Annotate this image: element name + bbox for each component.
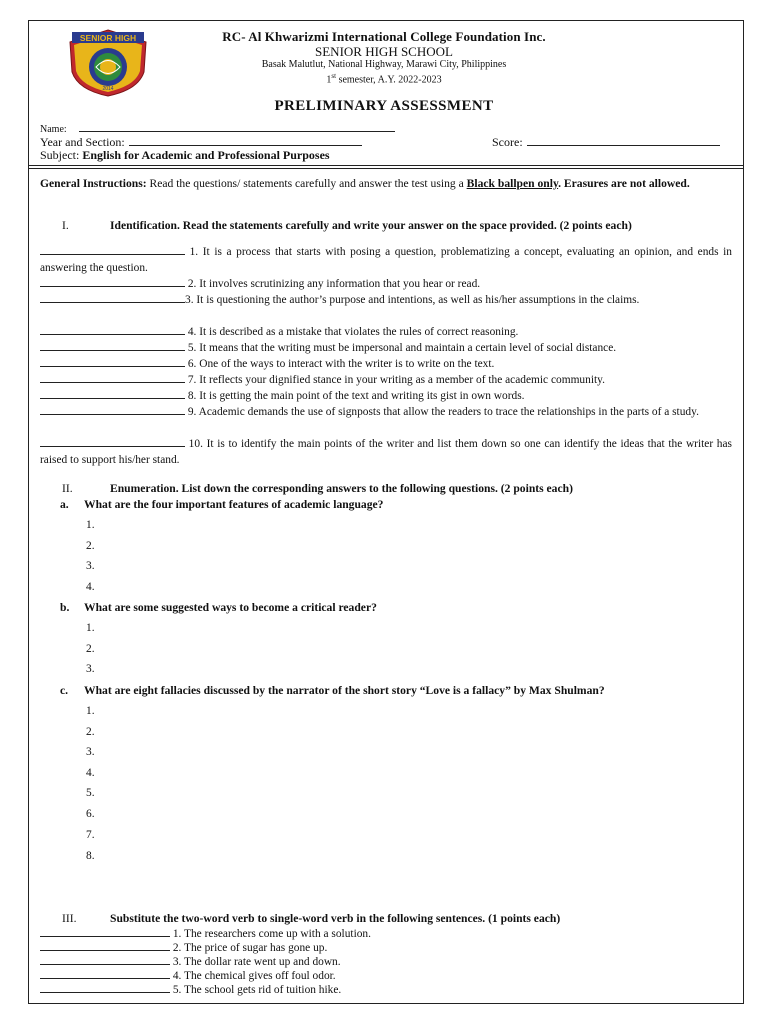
section-2-heading: II. Enumeration. List down the corresponding answers to the following questions. (2 points each) [62, 482, 573, 495]
school-address: Basak Malutlut, National Highway, Marawi City, Philippines [261, 59, 507, 70]
answer-number[interactable]: 1. [86, 519, 95, 531]
question-a: a. What are the four important features of academic language? [60, 498, 384, 511]
name-field[interactable]: Name: [40, 121, 395, 135]
year-section-field[interactable]: Year and Section: [40, 134, 362, 150]
organization-name: RC- Al Khwarizmi International College Foundation Inc. [222, 29, 546, 44]
identification-item[interactable]: 4. It is described as a mistake that violates the rules of correct reasoning. [40, 324, 732, 340]
identification-item[interactable]: 9. Academic demands the use of signposts that allow the readers to trace the relationships in the parts of a study. [40, 404, 732, 420]
identification-item[interactable]: 6. One of the ways to interact with the writer is to write on the text. [40, 356, 732, 372]
score-field[interactable]: Score: [492, 134, 720, 150]
answer-number[interactable]: 3. [86, 746, 95, 758]
identification-item[interactable]: 7. It reflects your dignified stance in your writing as a member of the academic community. [40, 372, 732, 388]
svg-text:2014: 2014 [102, 86, 114, 92]
substitution-item[interactable]: 2. The price of sugar has gone up. [40, 940, 327, 955]
substitution-item[interactable]: 1. The researchers come up with a solution. [40, 926, 371, 941]
name-blank[interactable] [79, 121, 395, 132]
answer-number[interactable]: 2. [86, 540, 95, 552]
answer-number[interactable]: 4. [86, 581, 95, 593]
answer-number[interactable]: 6. [86, 808, 95, 820]
identification-item[interactable]: 5. It means that the writing must be impersonal and maintain a certain level of social distance. [40, 340, 732, 356]
answer-number[interactable]: 3. [86, 663, 95, 675]
school-name: SENIOR HIGH SCHOOL [315, 44, 453, 59]
subject-line: Subject: English for Academic and Professional Purposes [40, 148, 330, 162]
identification-item[interactable]: 8. It is getting the main point of the text and writing its gist in own words. [40, 388, 732, 404]
section-3-heading: III. Substitute the two-word verb to single-word verb in the following sentences. (1 points each) [62, 912, 561, 925]
general-instructions: General Instructions: Read the questions/ statements carefully and answer the test using a Black ballpen only. Erasures are not allowed. [40, 177, 690, 190]
answer-number[interactable]: 2. [86, 643, 95, 655]
semester-line: 1st semester, A.Y. 2022-2023 [326, 72, 442, 86]
answer-number[interactable]: 7. [86, 829, 95, 841]
answer-number[interactable]: 3. [86, 560, 95, 572]
year-section-blank[interactable] [129, 134, 362, 146]
svg-text:SENIOR HIGH: SENIOR HIGH [79, 33, 137, 43]
question-c: c. What are eight fallacies discussed by the narrator of the short story “Love is a fallacy” by Max Shulman? [60, 684, 605, 697]
substitution-item[interactable]: 5. The school gets rid of tuition hike. [40, 982, 341, 997]
section-1-heading: I. Identification. Read the statements carefully and write your answer on the space provided. (2 points each) [62, 219, 632, 232]
page-title: PRELIMINARY ASSESSMENT [274, 98, 494, 114]
divider [28, 165, 744, 166]
identification-item[interactable]: 3. It is questioning the author’s purpose and intentions, as well as his/her assumptions in the claims. [40, 292, 732, 308]
identification-item[interactable]: 1. It is a process that starts with posing a question, problematizing a concept, evaluating an opinion, and ends in answering the question. [40, 246, 732, 274]
substitution-item[interactable]: 4. The chemical gives off foul odor. [40, 968, 336, 983]
answer-number[interactable]: 2. [86, 726, 95, 738]
substitution-item[interactable]: 3. The dollar rate went up and down. [40, 954, 341, 969]
question-b: b. What are some suggested ways to become a critical reader? [60, 601, 377, 614]
score-blank[interactable] [527, 134, 720, 146]
answer-number[interactable]: 1. [86, 705, 95, 717]
answer-number[interactable]: 1. [86, 622, 95, 634]
answer-number[interactable]: 5. [86, 787, 95, 799]
identification-item[interactable]: 2. It involves scrutinizing any information that you hear or read. [40, 276, 732, 292]
divider [28, 168, 744, 169]
answer-number[interactable]: 4. [86, 767, 95, 779]
answer-number[interactable]: 8. [86, 850, 95, 862]
identification-item[interactable]: 10. It is to identify the main points of the writer and list them down so one can identify the ideas that the writer has raised to support his/her stand. [40, 438, 732, 466]
